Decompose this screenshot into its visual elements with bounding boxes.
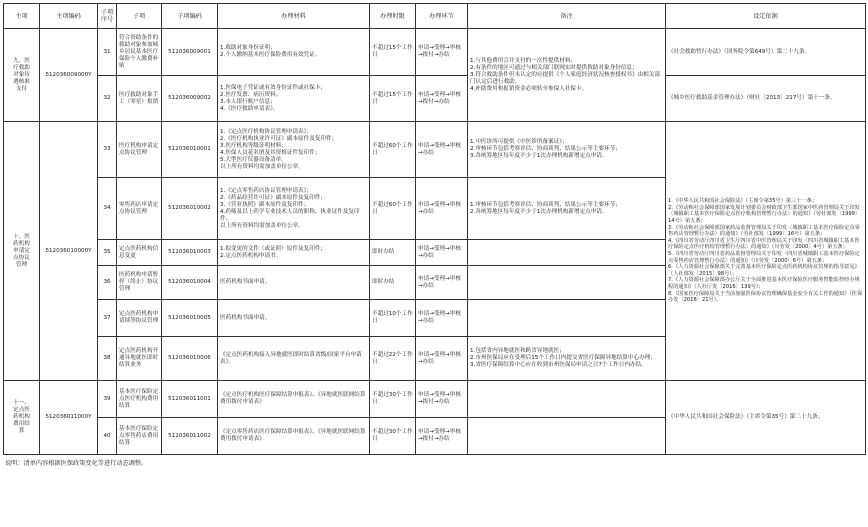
materials: 医药机构书面申请。 <box>218 300 370 337</box>
remarks <box>468 300 666 337</box>
sub-item-name: 定点医药机构开通异地就医即时结算业务 <box>117 337 162 381</box>
sub-item-code: 512036010006 <box>162 337 218 381</box>
steps: 申请→受理→审核→办结 <box>416 240 468 266</box>
steps: 申请→受理→审核→拨付→办结 <box>416 418 468 455</box>
col-header-sub-code: 子项编码 <box>162 4 218 29</box>
sub-no: 39 <box>98 381 117 418</box>
main-item-code: 512036011000Y <box>40 381 98 455</box>
sub-no: 36 <box>98 266 117 300</box>
time-limit: 不超过10个工作日 <box>370 300 416 337</box>
sub-item-name: 定点医药机构申请续签协议管理 <box>117 300 162 337</box>
time-limit: 不超过30个工作日 <box>370 418 416 455</box>
main-item-name: 十、医 药机构 申请定 点协议 管理 <box>4 122 40 381</box>
remarks <box>468 381 666 418</box>
sub-item-name: 医疗救助对象手工（零星）报销 <box>117 76 162 122</box>
steps: 申请→受理→审核→办结 <box>416 122 468 178</box>
main-item-code: 512036009000Y <box>40 29 98 122</box>
table-row <box>4 76 866 122</box>
steps: 申请→受理→审核→拨付→办结 <box>416 381 468 418</box>
main-item-code: 512036010000Y <box>40 122 98 381</box>
time-limit: 不超过15个工作日 <box>370 29 416 76</box>
time-limit: 不超过30个工作日 <box>370 381 416 418</box>
sub-no: 35 <box>98 240 117 266</box>
sub-no: 31 <box>98 29 117 76</box>
col-header-materials: 办理材料 <box>218 4 370 29</box>
sub-item-name: 医疗机构申请定点协议管理 <box>117 122 162 178</box>
sub-no: 37 <box>98 300 117 337</box>
footnote: 说明：清单内容根据医保政策变化等进行动态调整。 <box>5 460 148 467</box>
sub-item-code: 512036010002 <box>162 178 218 240</box>
sub-item-name: 医药机构申请暂停（终止）协议管理 <box>117 266 162 300</box>
materials: 1.拟变更的文件（或证照）原件及复印件； 2.定点医药机构申请书。 <box>218 240 370 266</box>
remarks: 1.中医诊所可提供《中医诊所备案证》； 2.审核环节包括考察评估、协商谈判、结果公示等主要环节； 3.各统筹地区每年度不少于1次办理机构新增定点申请。 <box>468 122 666 178</box>
remarks <box>468 240 666 266</box>
sub-item-name: 零售药店申请定点协议管理 <box>117 178 162 240</box>
steps: 申请→受理→审核→办结 <box>416 300 468 337</box>
time-limit: 不超过22个工作日 <box>370 337 416 381</box>
materials: 《定点零售药店医疗保障结算申报表》、《异地就医联网结算费用拨付申请表》 <box>218 418 370 455</box>
col-header-legal-basis: 设定依据 <box>666 4 866 29</box>
sub-item-code: 512036011002 <box>162 418 218 455</box>
col-header-main-code: 主项编码 <box>40 4 98 29</box>
time-limit: 即时办结 <box>370 240 416 266</box>
col-header-main-item: 主项 <box>4 4 40 29</box>
main-item-name: 十一、 定点医 药机构 费用结 算 <box>4 381 40 455</box>
sub-item-name: 定点医药机构信息变更 <box>117 240 162 266</box>
sub-item-code: 512036010005 <box>162 300 218 337</box>
materials: 1.《定点医疗机构协议管理申请表》； 2.《医疗机构执业许可证》副本原件及复印件； 3.医疗机构等级证明材料； 4.医保人员花名册及其资格证件复印件； 5.大型医疗仪器设备清单。 以上所有资料均需加盖单位公章。 <box>218 122 370 178</box>
materials: 1.救助对象身份证明； 2.个人缴纳基本医疗保险费用有效凭证。 <box>218 29 370 76</box>
sub-no: 40 <box>98 418 117 455</box>
legal-basis: 《社会救助暂行办法》（国务院令第649号）第二十九条。 <box>666 29 866 76</box>
col-header-time-limit: 办理时限 <box>370 4 416 29</box>
time-limit: 不超过15个工作日 <box>370 76 416 122</box>
legal-basis: 1.《中华人民共和国社会保险法》（主席令第35号）第三十一条； 2.《劳动和社会保障部国家发展计划委员会财政部卫生部国家中医药管理局关于印发〈城镇职工基本医疗保险定点医疗机构管理暂行办法〉的通知》（劳社部发〔1999〕14号）第五条； 3.《劳动和社会保障部国家药品监督管理局关于印发〈城镇职工基本医疗保险定点零售药店管理暂行办法〉的通知》（劳社部发〔1999〕16号）第五条； 4.《四川省劳动厅四川省卫生厅四川省中医管理局关于印发〈四川省城镇职工基本医疗保险定点医疗机构管理暂行办法〉的通知》（川劳发〔2000〕4号）第五条； 5.《四川省劳动厅四川省药品监督管理局关于印发〈四川省城镇职工基本医疗保险定点零售药店管理暂行办法〉的通知》（川劳发〔2000〕6号）第五条； 6.《人力资源社会保障部关于完善基本医疗保险定点医药机构协议管理的指导意见》（人社部发〔2015〕98号）； 7.《人力资源社会保障部办公厅关于全面推进基本医疗保险医疗服务智能监控经办规程的通知》（人社厅发〔2016〕139号）； 8.《国家医疗保障局关于当前加强医保协议管理确保基金安全有关工作的通知》（医保办发〔2018〕21号）。 <box>666 122 866 381</box>
service-list-table <box>3 3 866 455</box>
remarks: 1.与其他费用合并支付的一次性提供材料； 2.有条件的地区可通过与相关部门联网实时提供救助对象身份信息； 3.符合救助条件但未认定的应提供《个人家庭经济状况核查授权书》由相关部门认定后进行救助。 4.补助费用和报销资金必须转至参保人社保卡。 <box>468 29 666 122</box>
steps: 申请→受理→审核→办结 <box>416 266 468 300</box>
sub-item-code: 512036010004 <box>162 266 218 300</box>
sub-item-name: 符合资助条件的救助对象参加城乡居民基本医疗保险个人缴费补贴 <box>117 29 162 76</box>
remarks <box>468 418 666 455</box>
sub-no: 32 <box>98 76 117 122</box>
remarks: 1.包括省内异地就医和跨省异地就医； 2.市州医保局应在受理后15个工作日内提交省医疗保障异地结算中心办理； 3.省医疗保障结算中心应在收到市州医保局申请之日7个工作日内办结。 <box>468 337 666 381</box>
remarks: 1.审核环节包括考察评估、协商谈判、结果公示等主要环节； 2.各统筹地区每年度不少于1次办理机构新增定点申请。 <box>468 178 666 240</box>
materials: 1.《定点零售药店协议管理申请表》； 2.《药品经营许可证》副本原件及复印件； 3.《营业执照》副本原件及复印件； 4.药师及以上药学专业技术人员的职称、执业证件及复印件； 以上所有资料均需加盖单位公章。 <box>218 178 370 240</box>
table-row <box>4 122 866 178</box>
sub-item-code: 512036011001 <box>162 381 218 418</box>
steps: 申请→受理→审核→拨付→办结 <box>416 76 468 122</box>
sub-item-name: 基本医疗保险定点医疗机构费用结算 <box>117 381 162 418</box>
sub-no: 34 <box>98 178 117 240</box>
materials: 《定点医药机构接入异地就医即时结算省级/国家平台申请表》。 <box>218 337 370 381</box>
steps: 申请→受理→审核→办结 <box>416 337 468 381</box>
header-row <box>4 4 866 29</box>
time-limit: 即时办结 <box>370 266 416 300</box>
sub-item-code: 512036010003 <box>162 240 218 266</box>
legal-basis: 《城乡医疗救助基金管理办法》（财社〔2013〕217号）第十一条。 <box>666 76 866 122</box>
table-row <box>4 381 866 418</box>
sub-item-code: 512036009002 <box>162 76 218 122</box>
time-limit: 不超过60个工作日 <box>370 122 416 178</box>
sub-no: 38 <box>98 337 117 381</box>
materials: 《定点医疗机构医疗保障结算申报表》、《异地就医联网结算费用拨付申请表》 <box>218 381 370 418</box>
materials: 1.医保电子凭证或有效身份证件或社保卡； 2.医疗发票、病历资料； 3.本人银行账户信息； 4.《医疗救助申请表》。 <box>218 76 370 122</box>
col-header-sub-no: 子项 序号 <box>98 4 117 29</box>
steps: 申请→受理→审核→拨付→办结 <box>416 29 468 76</box>
sub-item-code: 512036009001 <box>162 29 218 76</box>
steps: 申请→受理→审核→办结 <box>416 178 468 240</box>
main-item-name: 九、医 疗救助 对象待 遇核准 支付 <box>4 29 40 122</box>
time-limit: 不超过60个工作日 <box>370 178 416 240</box>
remarks <box>468 266 666 300</box>
sub-no: 33 <box>98 122 117 178</box>
table-row <box>4 29 866 76</box>
col-header-sub-item: 子项 <box>117 4 162 29</box>
document <box>3 3 865 467</box>
materials: 医药机构书面申请。 <box>218 266 370 300</box>
col-header-remarks: 备注 <box>468 4 666 29</box>
col-header-steps: 办理环节 <box>416 4 468 29</box>
sub-item-code: 512036010001 <box>162 122 218 178</box>
sub-item-name: 基本医疗保险定点零售药店费用结算 <box>117 418 162 455</box>
legal-basis: 《中华人民共和国社会保险法》（主席令第35号）第二十九条。 <box>666 381 866 455</box>
